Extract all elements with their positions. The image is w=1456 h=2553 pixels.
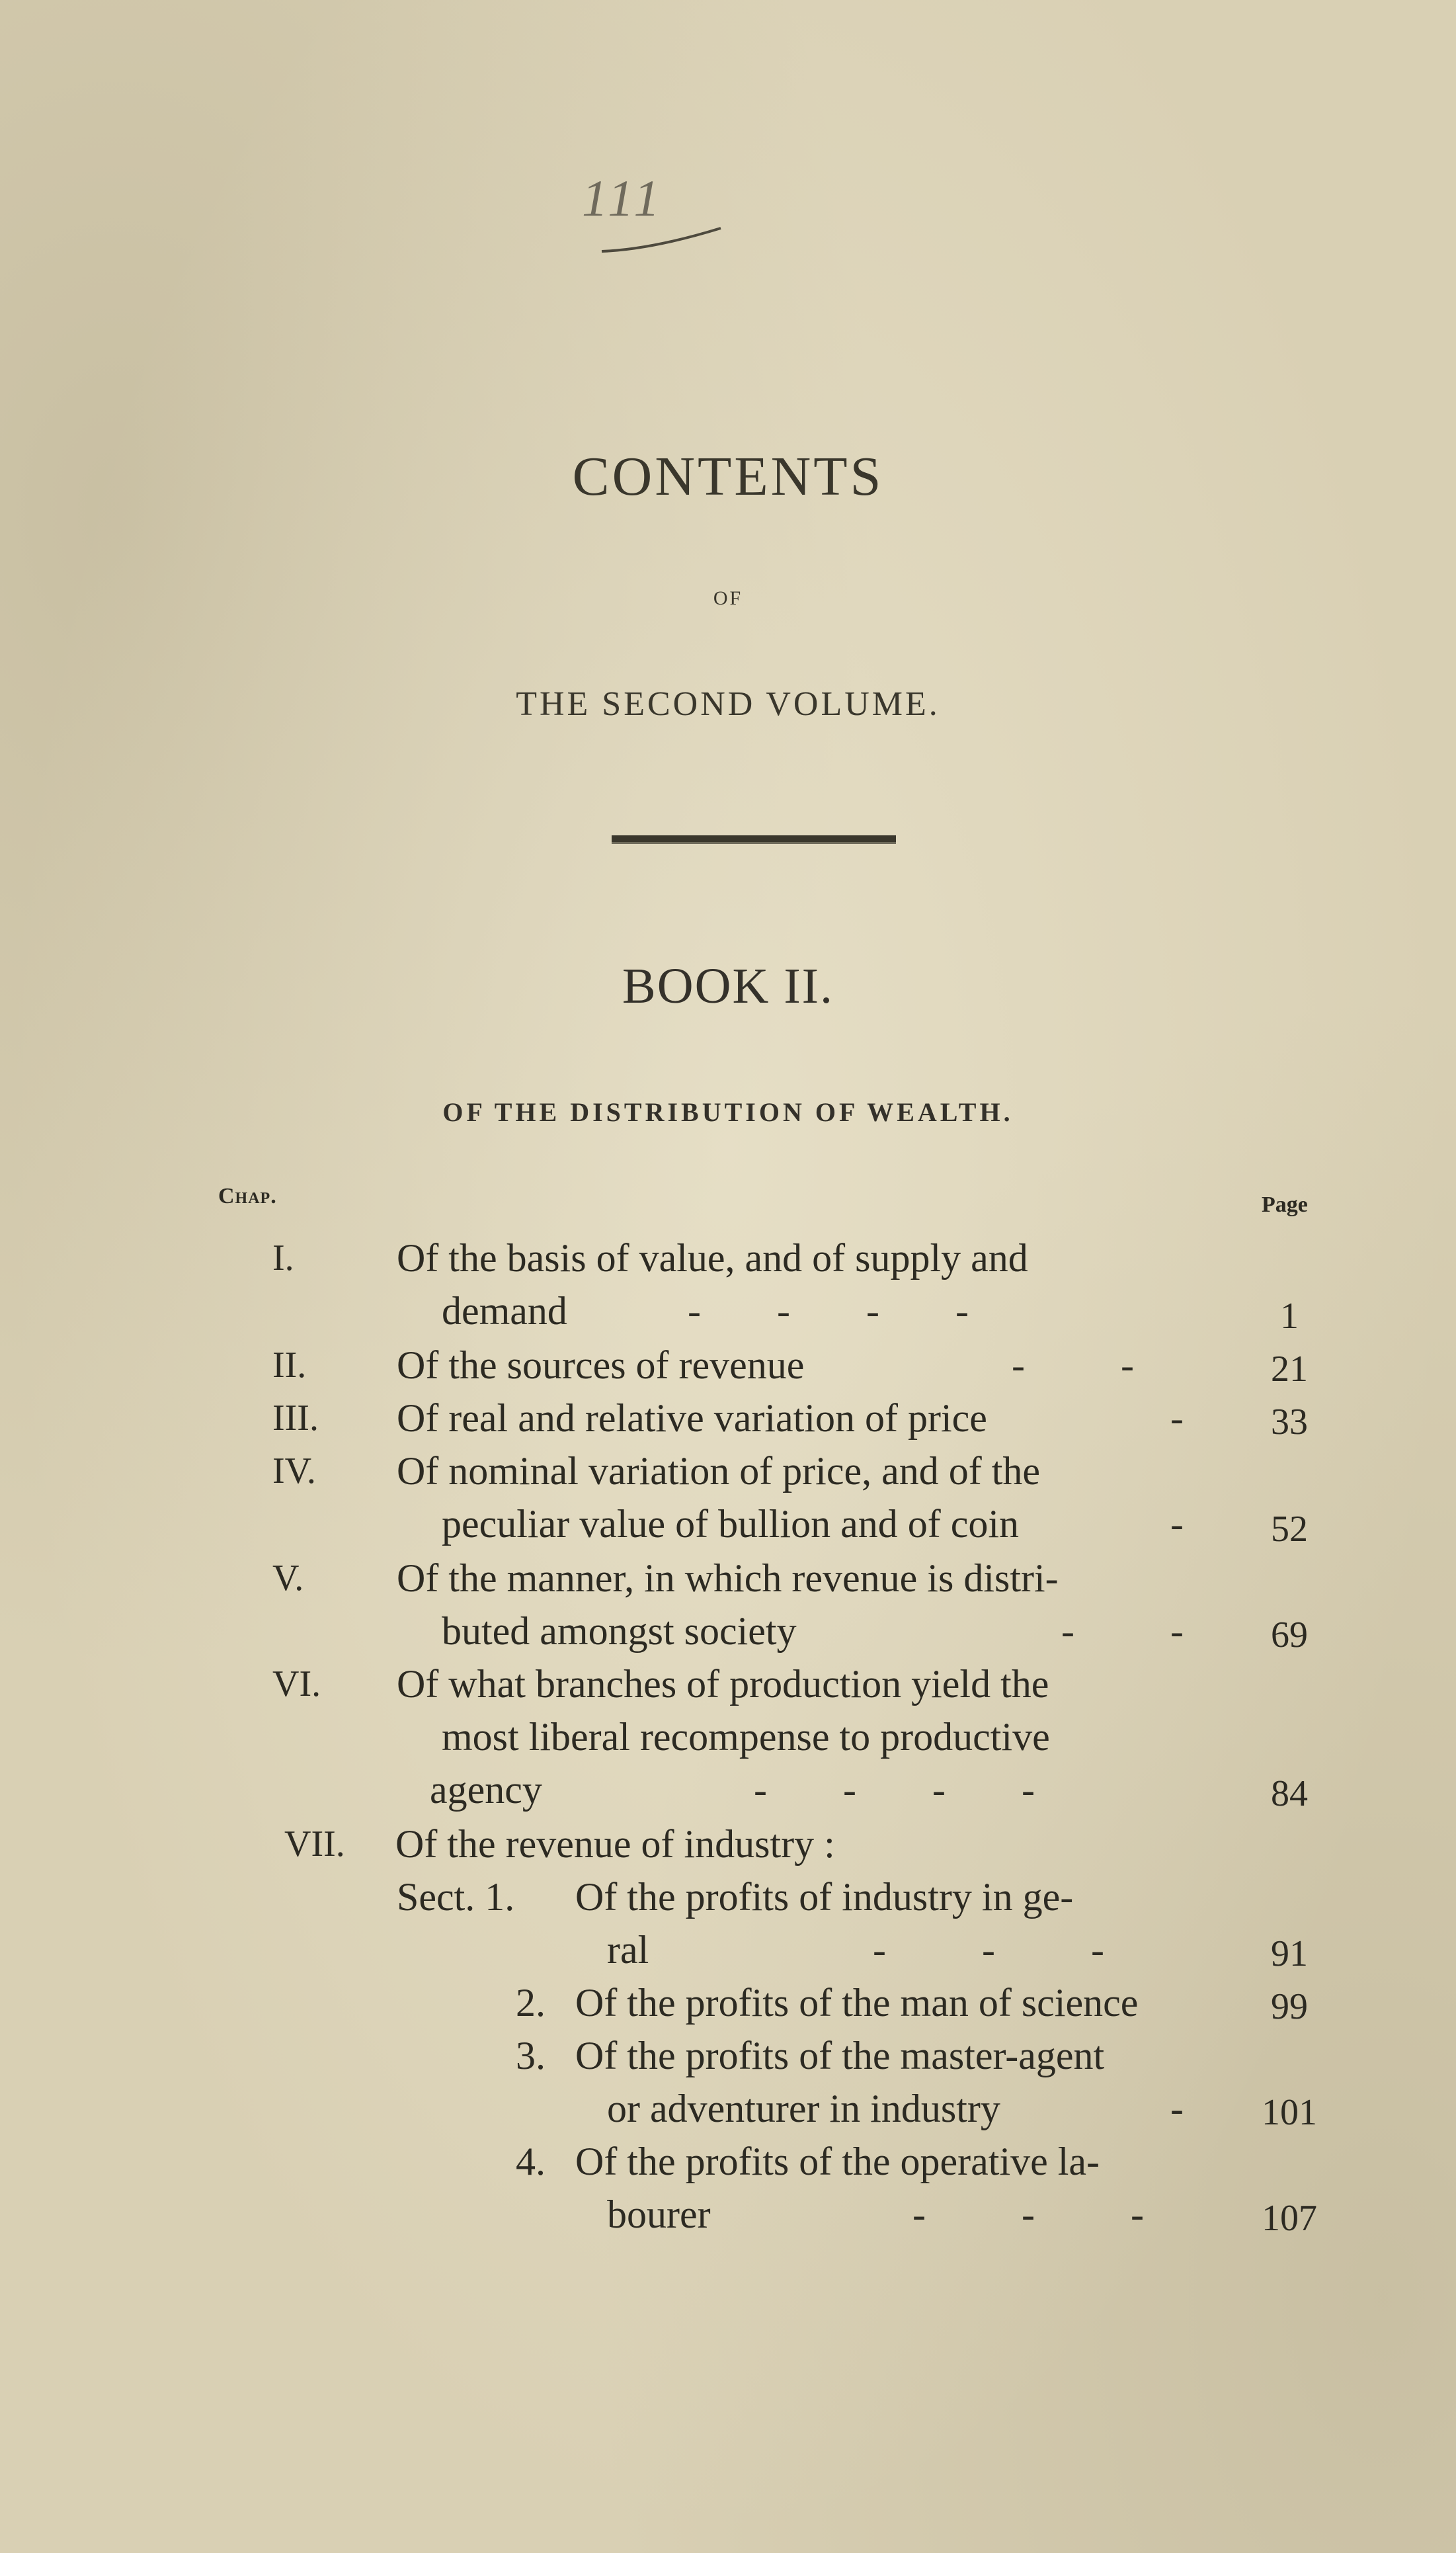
entry-text: or adventurer in industry	[607, 2087, 1000, 2130]
title-of: OF	[713, 587, 743, 609]
book-subtitle: OF THE DISTRIBUTION OF WEALTH.	[442, 1097, 1014, 1127]
chapter-number: III.	[272, 1398, 319, 1439]
entry-text: Of the profits of industry in ge-	[575, 1875, 1074, 1919]
handwritten-number: 111	[582, 169, 664, 227]
entry-text: buted amongst society	[442, 1609, 797, 1653]
leader-dashes: -	[1170, 2087, 1184, 2130]
chapter-number: V.	[272, 1558, 304, 1599]
entry-text: Of nominal variation of price, and of the	[397, 1449, 1041, 1493]
entry-text: peculiar value of bullion and of coin	[442, 1502, 1020, 1546]
page-number: 91	[1271, 1933, 1308, 1974]
entry-text: most liberal recompense to productive	[442, 1715, 1050, 1759]
chapter-number: VII.	[284, 1823, 345, 1864]
entry-text: ral	[607, 1928, 649, 1972]
handwritten-flourish	[598, 225, 724, 258]
page-number: 1	[1280, 1296, 1299, 1337]
leader-dashes: - -	[1012, 1343, 1134, 1387]
book-title: BOOK II.	[622, 958, 834, 1014]
entry-text: bourer	[607, 2193, 711, 2236]
entry-text: Of what branches of production yield the	[397, 1662, 1049, 1706]
chapter-number: IV.	[272, 1450, 316, 1491]
leader-dashes: - - -	[912, 2193, 1144, 2236]
entry-text: Of the profits of the master-agent	[575, 2034, 1105, 2077]
leader-dashes: - - - -	[754, 1768, 1035, 1812]
chapter-number: II.	[272, 1345, 307, 1386]
chap-column-header: Chap.	[218, 1184, 277, 1208]
page-number: 21	[1271, 1349, 1308, 1390]
leader-dashes: - -	[1061, 1609, 1184, 1653]
section-label: Sect. 1.	[397, 1875, 515, 1919]
page-number: 101	[1262, 2092, 1317, 2133]
leader-dashes: -	[1170, 1396, 1184, 1440]
section-label: 2.	[516, 1981, 546, 2025]
page-number: 107	[1262, 2198, 1317, 2239]
entry-text: Of the basis of value, and of supply and	[397, 1236, 1028, 1280]
page-number: 69	[1271, 1614, 1308, 1655]
leader-dashes: - - - -	[688, 1289, 969, 1333]
entry-text: demand	[442, 1289, 567, 1333]
entry-text: Of the manner, in which revenue is distri-	[397, 1556, 1059, 1600]
entry-text: agency	[430, 1768, 542, 1812]
page-number: 33	[1271, 1402, 1308, 1443]
section-label: 4.	[516, 2140, 546, 2183]
entry-text: Of the sources of revenue	[397, 1343, 805, 1387]
page-subtitle: THE SECOND VOLUME.	[516, 685, 940, 723]
entry-text: Of the profits of the operative la-	[575, 2140, 1100, 2183]
entry-text: Of the revenue of industry :	[395, 1822, 835, 1866]
section-label: 3.	[516, 2034, 546, 2077]
divider-rule	[612, 835, 896, 842]
leader-dashes: - - -	[873, 1928, 1104, 1972]
entry-text: Of the profits of the man of science	[575, 1981, 1139, 2025]
page-title: CONTENTS	[572, 446, 884, 507]
entry-text: Of real and relative variation of price	[397, 1396, 987, 1440]
leader-dashes: -	[1170, 1502, 1184, 1546]
page-number: 99	[1271, 1986, 1308, 2027]
page-number: 52	[1271, 1509, 1308, 1550]
chapter-number: I.	[272, 1237, 294, 1278]
page-number: 84	[1271, 1773, 1308, 1814]
page-column-header: Page	[1262, 1193, 1308, 1217]
chapter-number: VI.	[272, 1663, 321, 1704]
